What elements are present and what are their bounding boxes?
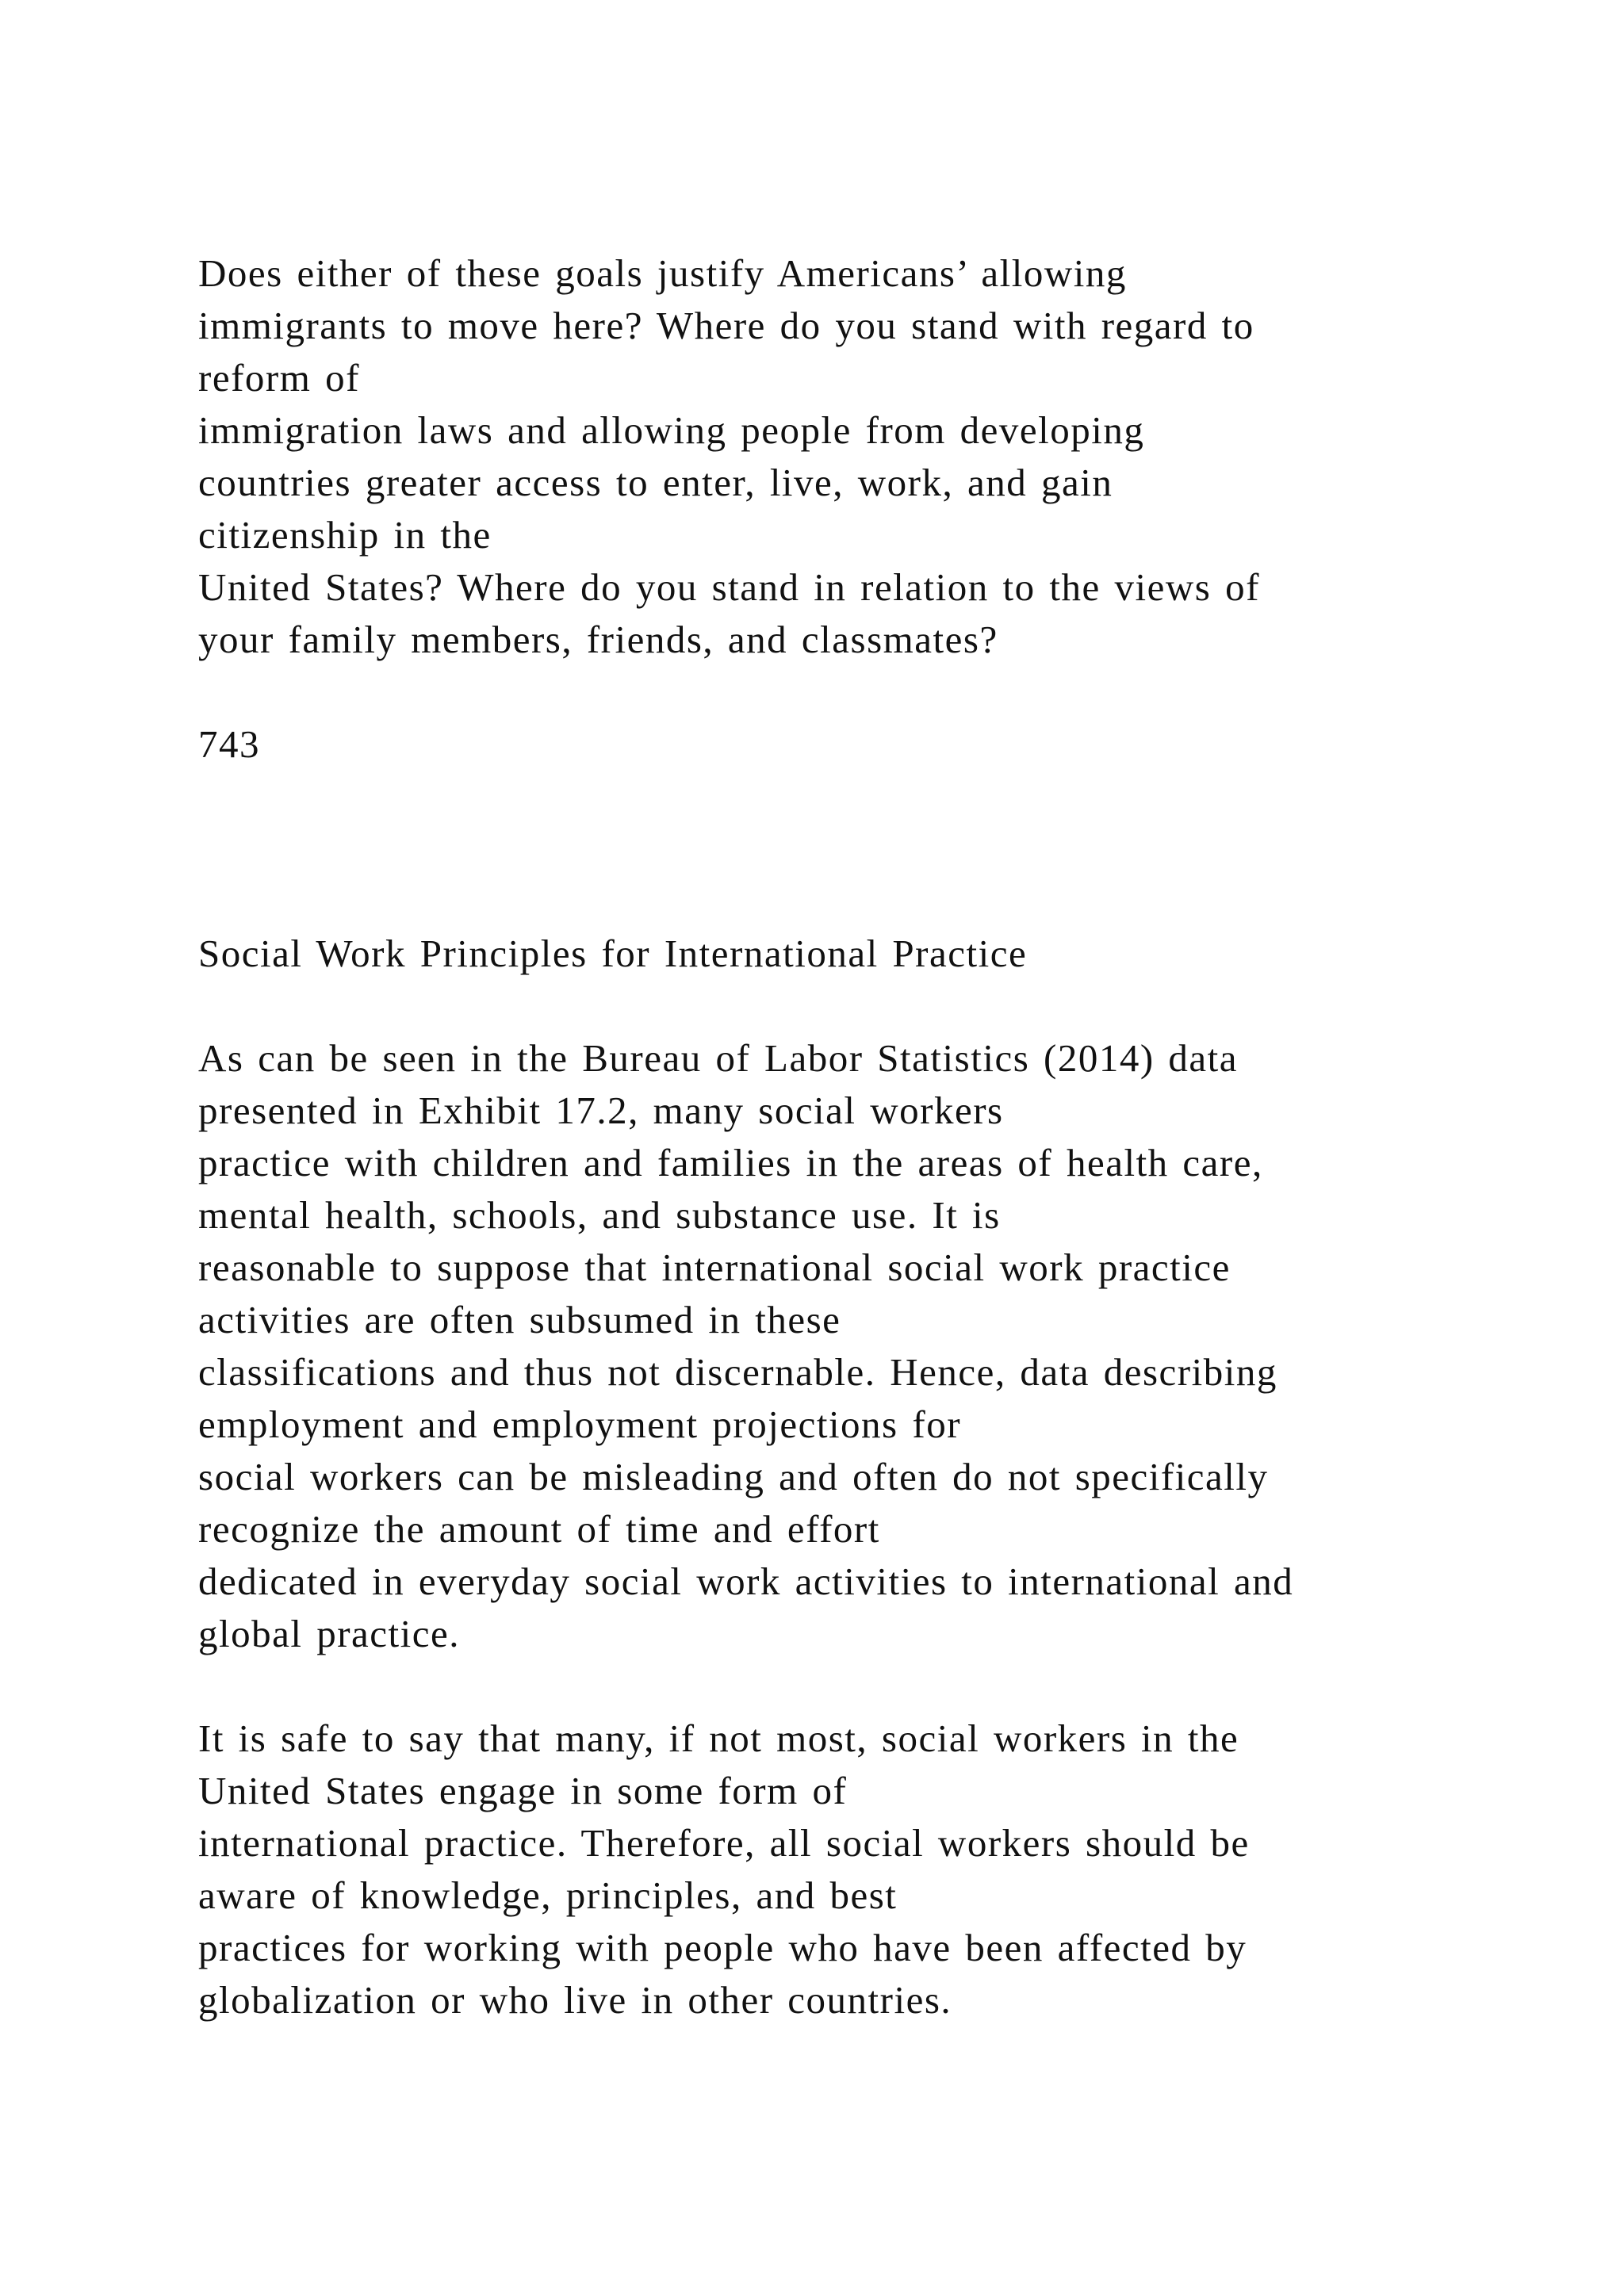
text-line: activities are often subsumed in these <box>198 1298 841 1341</box>
text-line: dedicated in everyday social work activities to international and <box>198 1559 1294 1603</box>
text-line: your family members, friends, and classmates? <box>198 618 998 661</box>
text-line: reform of <box>198 356 360 400</box>
text-line: recognize the amount of time and effort <box>198 1507 880 1551</box>
text-line: international practice. Therefore, all social workers should be <box>198 1821 1250 1865</box>
section-heading: Social Work Principles for International Practice <box>198 932 1028 975</box>
text-line: globalization or who live in other countries. <box>198 1978 952 2022</box>
text-line: citizenship in the <box>198 513 492 557</box>
text-line: practices for working with people who have been affected by <box>198 1926 1247 1969</box>
text-line: presented in Exhibit 17.2, many social workers <box>198 1089 1004 1132</box>
text-line: It is safe to say that many, if not most, social workers in the <box>198 1716 1239 1760</box>
text-line: countries greater access to enter, live, work, and gain <box>198 461 1113 504</box>
text-line: classifications and thus not discernable. Hence, data describing <box>198 1350 1277 1394</box>
text-line: employment and employment projections for <box>198 1402 962 1446</box>
page-number: 743 <box>198 722 260 766</box>
text-line: reasonable to suppose that international social work practice <box>198 1246 1231 1289</box>
text-line: United States engage in some form of <box>198 1769 848 1812</box>
text-line: social workers can be misleading and often do not specifically <box>198 1455 1269 1498</box>
text-line: immigrants to move here? Where do you stand with regard to <box>198 304 1254 347</box>
text-line: As can be seen in the Bureau of Labor Statistics (2014) data <box>198 1036 1239 1080</box>
text-line: practice with children and families in the areas of health care, <box>198 1141 1263 1184</box>
text-line: mental health, schools, and substance use. It is <box>198 1193 1001 1237</box>
text-line: United States? Where do you stand in relation to the views of <box>198 565 1260 609</box>
text-line: aware of knowledge, principles, and best <box>198 1873 898 1917</box>
text-line: Does either of these goals justify Americans’ allowing <box>198 251 1127 295</box>
text-line: immigration laws and allowing people from developing <box>198 408 1145 452</box>
text-line: global practice. <box>198 1612 461 1655</box>
